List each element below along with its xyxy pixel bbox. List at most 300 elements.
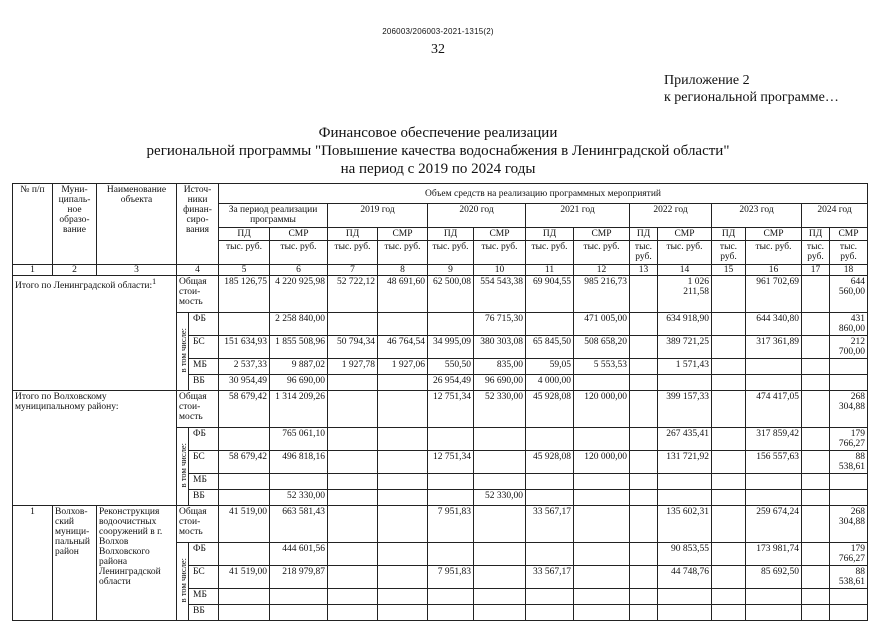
in-total-text: в том числе: bbox=[177, 327, 188, 373]
value-cell: 48 691,60 bbox=[378, 276, 428, 313]
value-cell bbox=[428, 313, 474, 336]
value-cell bbox=[219, 543, 270, 566]
value-cell: 12 751,34 bbox=[428, 391, 474, 428]
value-cell bbox=[830, 490, 868, 506]
value-cell: 508 658,20 bbox=[574, 336, 630, 359]
total-cost-label: Общая стои- мость bbox=[177, 506, 219, 543]
value-cell: 41 519,00 bbox=[219, 506, 270, 543]
value-cell: 9 887,02 bbox=[270, 359, 328, 375]
value-cell: 62 500,08 bbox=[428, 276, 474, 313]
value-cell bbox=[219, 589, 270, 605]
value-cell: 45 928,08 bbox=[526, 391, 574, 428]
value-cell bbox=[526, 313, 574, 336]
document-title bbox=[0, 124, 876, 178]
value-cell bbox=[328, 375, 378, 391]
value-cell bbox=[712, 276, 746, 313]
header-sources: Источ- ники финан- сиро- вания bbox=[177, 184, 219, 265]
pd-header: ПД bbox=[328, 228, 378, 241]
unit-header: тыс. руб. bbox=[658, 241, 712, 265]
financing-table bbox=[12, 183, 868, 621]
value-cell: 76 715,30 bbox=[474, 313, 526, 336]
value-cell bbox=[378, 375, 428, 391]
value-cell: 58 679,42 bbox=[219, 451, 270, 474]
value-cell: 4 000,00 bbox=[526, 375, 574, 391]
value-cell: 259 674,24 bbox=[746, 506, 802, 543]
value-cell bbox=[712, 375, 746, 391]
row-number: 1 bbox=[13, 506, 53, 621]
footnote-mark: 1 bbox=[152, 277, 157, 286]
value-cell: 185 126,75 bbox=[219, 276, 270, 313]
value-cell bbox=[630, 506, 658, 543]
in-total-label bbox=[177, 313, 189, 391]
value-cell: 634 918,90 bbox=[658, 313, 712, 336]
value-cell bbox=[526, 490, 574, 506]
column-number: 12 bbox=[574, 265, 630, 276]
column-number: 1 bbox=[13, 265, 53, 276]
source-label: МБ bbox=[189, 589, 219, 605]
value-cell: 46 764,54 bbox=[378, 336, 428, 359]
period-header: За период реализации программы bbox=[219, 204, 328, 228]
value-cell bbox=[830, 605, 868, 621]
column-number: 10 bbox=[474, 265, 526, 276]
unit-header: тыс. руб. bbox=[328, 241, 378, 265]
column-number: 2 bbox=[53, 265, 97, 276]
value-cell bbox=[630, 490, 658, 506]
value-cell bbox=[474, 605, 526, 621]
value-cell: 985 216,73 bbox=[574, 276, 630, 313]
value-cell: 50 794,34 bbox=[328, 336, 378, 359]
value-cell: 52 330,00 bbox=[474, 391, 526, 428]
value-cell: 7 951,83 bbox=[428, 566, 474, 589]
value-cell bbox=[328, 490, 378, 506]
group-name: Итого по Ленинградской области: bbox=[15, 281, 153, 292]
value-cell: 389 721,25 bbox=[658, 336, 712, 359]
value-cell bbox=[574, 375, 630, 391]
value-cell bbox=[526, 474, 574, 490]
value-cell: 96 690,00 bbox=[270, 375, 328, 391]
column-number: 9 bbox=[428, 265, 474, 276]
value-cell bbox=[712, 605, 746, 621]
value-cell bbox=[802, 589, 830, 605]
smr-header: СМР bbox=[658, 228, 712, 241]
value-cell bbox=[428, 490, 474, 506]
unit-header: тыс. руб. bbox=[219, 241, 270, 265]
page-number: 32 bbox=[431, 42, 445, 57]
column-number: 14 bbox=[658, 265, 712, 276]
unit-header: тыс. руб. bbox=[630, 241, 658, 265]
value-cell bbox=[474, 506, 526, 543]
title-line-3: на период с 2019 по 2024 годы bbox=[340, 161, 536, 177]
pd-header: ПД bbox=[712, 228, 746, 241]
value-cell bbox=[802, 543, 830, 566]
source-label: БС bbox=[189, 336, 219, 359]
value-cell: 173 981,74 bbox=[746, 543, 802, 566]
value-cell: 131 721,92 bbox=[658, 451, 712, 474]
header-volume: Объем средств на реализацию программных мероприятий bbox=[219, 184, 868, 204]
value-cell: 65 845,50 bbox=[526, 336, 574, 359]
value-cell bbox=[630, 451, 658, 474]
value-cell: 26 954,49 bbox=[428, 375, 474, 391]
value-cell: 4 220 925,98 bbox=[270, 276, 328, 313]
value-cell bbox=[574, 543, 630, 566]
source-label: ВБ bbox=[189, 605, 219, 621]
group-name: Итого по Волховскому муниципальному району: bbox=[15, 392, 119, 412]
value-cell: 765 061,10 bbox=[270, 428, 328, 451]
value-cell bbox=[712, 391, 746, 428]
value-cell: 663 581,43 bbox=[270, 506, 328, 543]
source-label: МБ bbox=[189, 474, 219, 490]
value-cell: 268 304,88 bbox=[830, 506, 868, 543]
value-cell: 444 601,56 bbox=[270, 543, 328, 566]
column-number: 3 bbox=[97, 265, 177, 276]
value-cell bbox=[746, 589, 802, 605]
value-cell: 1 571,43 bbox=[658, 359, 712, 375]
value-cell bbox=[378, 391, 428, 428]
source-label: ФБ bbox=[189, 428, 219, 451]
value-cell bbox=[574, 490, 630, 506]
municipality-name: Волхов- ский муници- пальный район bbox=[53, 506, 97, 621]
value-cell: 835,00 bbox=[474, 359, 526, 375]
value-cell: 58 679,42 bbox=[219, 391, 270, 428]
value-cell bbox=[630, 375, 658, 391]
value-cell: 52 722,12 bbox=[328, 276, 378, 313]
column-number: 6 bbox=[270, 265, 328, 276]
value-cell: 1 314 209,26 bbox=[270, 391, 328, 428]
value-cell: 474 417,05 bbox=[746, 391, 802, 428]
value-cell bbox=[830, 375, 868, 391]
value-cell bbox=[630, 589, 658, 605]
value-cell bbox=[712, 428, 746, 451]
value-cell bbox=[270, 474, 328, 490]
value-cell: 317 859,42 bbox=[746, 428, 802, 451]
column-number: 4 bbox=[177, 265, 219, 276]
unit-header: тыс. руб. bbox=[378, 241, 428, 265]
value-cell: 120 000,00 bbox=[574, 391, 630, 428]
value-cell: 59,05 bbox=[526, 359, 574, 375]
column-number: 8 bbox=[378, 265, 428, 276]
object-name: Реконструкция водоочистных сооружений в г. Волхов Волховского района Ленинградской области bbox=[97, 506, 177, 621]
value-cell: 5 553,53 bbox=[574, 359, 630, 375]
value-cell bbox=[474, 543, 526, 566]
value-cell bbox=[746, 359, 802, 375]
value-cell bbox=[328, 605, 378, 621]
value-cell bbox=[746, 375, 802, 391]
value-cell: 1 927,06 bbox=[378, 359, 428, 375]
value-cell bbox=[526, 428, 574, 451]
value-cell bbox=[328, 451, 378, 474]
value-cell bbox=[802, 566, 830, 589]
value-cell: 45 928,08 bbox=[526, 451, 574, 474]
value-cell bbox=[378, 589, 428, 605]
value-cell bbox=[328, 313, 378, 336]
value-cell: 88 538,61 bbox=[830, 566, 868, 589]
value-cell bbox=[328, 428, 378, 451]
value-cell bbox=[378, 543, 428, 566]
value-cell: 120 000,00 bbox=[574, 451, 630, 474]
value-cell: 1 927,78 bbox=[328, 359, 378, 375]
value-cell bbox=[630, 543, 658, 566]
value-cell bbox=[219, 313, 270, 336]
value-cell bbox=[830, 474, 868, 490]
header-object: Наименование объекта bbox=[97, 184, 177, 265]
value-cell bbox=[802, 428, 830, 451]
column-number: 18 bbox=[830, 265, 868, 276]
value-cell: 179 766,27 bbox=[830, 543, 868, 566]
value-cell bbox=[712, 506, 746, 543]
value-cell bbox=[712, 566, 746, 589]
value-cell bbox=[526, 589, 574, 605]
value-cell bbox=[802, 391, 830, 428]
period-header: 2020 год bbox=[428, 204, 526, 228]
value-cell bbox=[830, 589, 868, 605]
column-number: 17 bbox=[802, 265, 830, 276]
source-label: МБ bbox=[189, 359, 219, 375]
value-cell bbox=[474, 474, 526, 490]
value-cell: 644 340,80 bbox=[746, 313, 802, 336]
value-cell bbox=[802, 276, 830, 313]
value-cell bbox=[712, 336, 746, 359]
value-cell: 85 692,50 bbox=[746, 566, 802, 589]
value-cell bbox=[630, 391, 658, 428]
value-cell: 399 157,33 bbox=[658, 391, 712, 428]
pd-header: ПД bbox=[630, 228, 658, 241]
value-cell bbox=[658, 375, 712, 391]
value-cell bbox=[712, 359, 746, 375]
value-cell bbox=[802, 451, 830, 474]
header-no: № п/п bbox=[13, 184, 53, 265]
unit-header: тыс. руб. bbox=[474, 241, 526, 265]
value-cell: 268 304,88 bbox=[830, 391, 868, 428]
value-cell: 218 979,87 bbox=[270, 566, 328, 589]
total-cost-label: Общая стои- мость bbox=[177, 391, 219, 428]
value-cell bbox=[574, 605, 630, 621]
source-label: БС bbox=[189, 451, 219, 474]
unit-header: тыс. руб. bbox=[428, 241, 474, 265]
value-cell: 33 567,17 bbox=[526, 566, 574, 589]
value-cell bbox=[378, 428, 428, 451]
value-cell: 496 818,16 bbox=[270, 451, 328, 474]
value-cell bbox=[630, 359, 658, 375]
value-cell: 2 537,33 bbox=[219, 359, 270, 375]
in-total-text: в том числе: bbox=[177, 442, 188, 488]
value-cell bbox=[802, 336, 830, 359]
value-cell: 41 519,00 bbox=[219, 566, 270, 589]
value-cell bbox=[474, 566, 526, 589]
unit-header: тыс. руб. bbox=[712, 241, 746, 265]
smr-header: СМР bbox=[574, 228, 630, 241]
source-label: БС bbox=[189, 566, 219, 589]
value-cell: 52 330,00 bbox=[474, 490, 526, 506]
value-cell: 33 567,17 bbox=[526, 506, 574, 543]
value-cell bbox=[270, 589, 328, 605]
value-cell bbox=[574, 506, 630, 543]
row-group-label bbox=[13, 276, 177, 391]
value-cell: 151 634,93 bbox=[219, 336, 270, 359]
value-cell bbox=[526, 543, 574, 566]
pd-header: ПД bbox=[526, 228, 574, 241]
title-line-2: региональной программы "Повышение качества водоснабжения в Ленинградской области" bbox=[146, 143, 730, 159]
source-label: ВБ bbox=[189, 375, 219, 391]
value-cell bbox=[574, 589, 630, 605]
header-municipality: Муни- ципаль- ное образо- вание bbox=[53, 184, 97, 265]
table-row bbox=[13, 391, 868, 428]
value-cell bbox=[658, 605, 712, 621]
value-cell bbox=[219, 490, 270, 506]
period-header: 2021 год bbox=[526, 204, 630, 228]
value-cell: 96 690,00 bbox=[474, 375, 526, 391]
value-cell: 317 361,89 bbox=[746, 336, 802, 359]
value-cell bbox=[746, 474, 802, 490]
value-cell bbox=[428, 474, 474, 490]
value-cell: 1 026 211,58 bbox=[658, 276, 712, 313]
period-header: 2024 год bbox=[802, 204, 868, 228]
pd-header: ПД bbox=[802, 228, 830, 241]
value-cell: 135 602,31 bbox=[658, 506, 712, 543]
unit-header: тыс. руб. bbox=[574, 241, 630, 265]
value-cell bbox=[378, 506, 428, 543]
column-number: 7 bbox=[328, 265, 378, 276]
value-cell bbox=[658, 474, 712, 490]
table-row bbox=[13, 276, 868, 313]
appendix-note bbox=[664, 72, 839, 106]
value-cell: 88 538,61 bbox=[830, 451, 868, 474]
value-cell bbox=[630, 336, 658, 359]
column-number: 13 bbox=[630, 265, 658, 276]
value-cell bbox=[574, 474, 630, 490]
appendix-line-2: к региональной программе… bbox=[664, 90, 839, 105]
smr-header: СМР bbox=[378, 228, 428, 241]
smr-header: СМР bbox=[270, 228, 328, 241]
value-cell bbox=[378, 313, 428, 336]
value-cell: 12 751,34 bbox=[428, 451, 474, 474]
value-cell bbox=[658, 490, 712, 506]
value-cell: 380 303,08 bbox=[474, 336, 526, 359]
value-cell bbox=[474, 428, 526, 451]
value-cell: 550,50 bbox=[428, 359, 474, 375]
value-cell bbox=[474, 451, 526, 474]
value-cell bbox=[328, 543, 378, 566]
column-number: 16 bbox=[746, 265, 802, 276]
value-cell: 1 855 508,96 bbox=[270, 336, 328, 359]
value-cell: 34 995,09 bbox=[428, 336, 474, 359]
value-cell bbox=[428, 605, 474, 621]
value-cell: 267 435,41 bbox=[658, 428, 712, 451]
pd-header: ПД bbox=[428, 228, 474, 241]
value-cell: 156 557,63 bbox=[746, 451, 802, 474]
value-cell bbox=[630, 313, 658, 336]
unit-header: тыс. руб. bbox=[802, 241, 830, 265]
value-cell bbox=[712, 451, 746, 474]
source-label: ВБ bbox=[189, 490, 219, 506]
unit-header: тыс. руб. bbox=[526, 241, 574, 265]
value-cell bbox=[378, 474, 428, 490]
value-cell bbox=[328, 589, 378, 605]
value-cell: 431 860,00 bbox=[830, 313, 868, 336]
value-cell: 179 766,27 bbox=[830, 428, 868, 451]
value-cell: 644 560,00 bbox=[830, 276, 868, 313]
smr-header: СМР bbox=[746, 228, 802, 241]
source-label: ФБ bbox=[189, 543, 219, 566]
value-cell bbox=[630, 428, 658, 451]
unit-header: тыс. руб. bbox=[746, 241, 802, 265]
unit-header: тыс. руб. bbox=[830, 241, 868, 265]
title-line-1: Финансовое обеспечение реализации bbox=[318, 125, 558, 141]
total-cost-label: Общая стои- мость bbox=[177, 276, 219, 313]
value-cell bbox=[802, 490, 830, 506]
value-cell bbox=[658, 589, 712, 605]
value-cell: 44 748,76 bbox=[658, 566, 712, 589]
value-cell bbox=[328, 506, 378, 543]
value-cell: 52 330,00 bbox=[270, 490, 328, 506]
value-cell bbox=[378, 566, 428, 589]
value-cell bbox=[219, 474, 270, 490]
value-cell bbox=[428, 428, 474, 451]
value-cell bbox=[378, 451, 428, 474]
value-cell bbox=[328, 391, 378, 428]
value-cell bbox=[630, 605, 658, 621]
appendix-line-1: Приложение 2 bbox=[664, 73, 750, 88]
smr-header: СМР bbox=[474, 228, 526, 241]
in-total-label bbox=[177, 428, 189, 506]
column-number: 5 bbox=[219, 265, 270, 276]
value-cell bbox=[802, 359, 830, 375]
table-row bbox=[13, 506, 868, 543]
pd-header: ПД bbox=[219, 228, 270, 241]
value-cell bbox=[328, 474, 378, 490]
unit-header: тыс. руб. bbox=[270, 241, 328, 265]
value-cell: 212 700,00 bbox=[830, 336, 868, 359]
value-cell bbox=[630, 276, 658, 313]
period-header: 2022 год bbox=[630, 204, 712, 228]
column-number: 11 bbox=[526, 265, 574, 276]
value-cell bbox=[712, 589, 746, 605]
value-cell: 2 258 840,00 bbox=[270, 313, 328, 336]
value-cell bbox=[378, 490, 428, 506]
value-cell bbox=[219, 428, 270, 451]
in-total-label bbox=[177, 543, 189, 621]
period-header: 2019 год bbox=[328, 204, 428, 228]
value-cell bbox=[802, 313, 830, 336]
value-cell: 90 853,55 bbox=[658, 543, 712, 566]
value-cell bbox=[474, 589, 526, 605]
value-cell bbox=[630, 474, 658, 490]
value-cell bbox=[746, 605, 802, 621]
value-cell: 961 702,69 bbox=[746, 276, 802, 313]
value-cell: 30 954,49 bbox=[219, 375, 270, 391]
value-cell bbox=[802, 375, 830, 391]
value-cell bbox=[712, 490, 746, 506]
value-cell bbox=[574, 566, 630, 589]
in-total-text: в том числе: bbox=[177, 557, 188, 603]
value-cell bbox=[526, 605, 574, 621]
value-cell: 69 904,55 bbox=[526, 276, 574, 313]
smr-header: СМР bbox=[830, 228, 868, 241]
value-cell bbox=[219, 605, 270, 621]
column-number: 15 bbox=[712, 265, 746, 276]
value-cell bbox=[746, 490, 802, 506]
value-cell bbox=[328, 566, 378, 589]
period-header: 2023 год bbox=[712, 204, 802, 228]
value-cell: 471 005,00 bbox=[574, 313, 630, 336]
value-cell bbox=[802, 506, 830, 543]
row-group-label bbox=[13, 391, 177, 506]
value-cell bbox=[712, 313, 746, 336]
value-cell bbox=[270, 605, 328, 621]
source-label: ФБ bbox=[189, 313, 219, 336]
value-cell bbox=[802, 605, 830, 621]
value-cell bbox=[574, 428, 630, 451]
value-cell bbox=[378, 605, 428, 621]
